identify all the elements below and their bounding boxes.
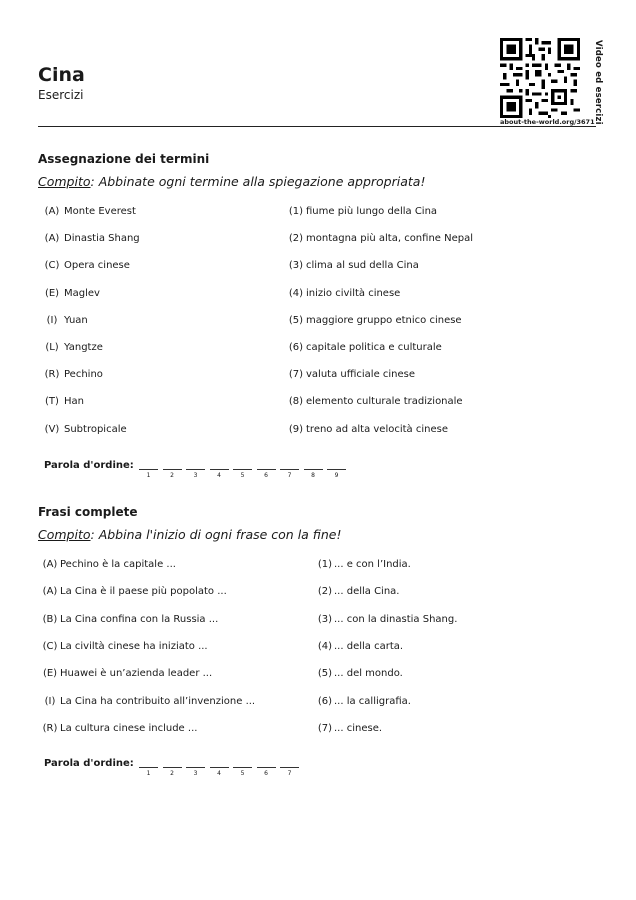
item-code: (3) (288, 260, 304, 272)
answer-blank[interactable] (257, 469, 276, 470)
item-text: ... della carta. (334, 640, 404, 652)
item-code: (4) (317, 640, 333, 652)
answer-blank[interactable] (304, 469, 323, 470)
item-text: treno ad alta velocità cinese (306, 423, 448, 435)
definition-item (286, 206, 437, 217)
blank-number: 2 (170, 770, 174, 777)
item-text: Pechino (64, 369, 103, 381)
section2-task (38, 527, 342, 542)
item-code: (L) (45, 342, 59, 353)
item-code: (C) (42, 640, 58, 652)
task-text: : Abbinate ogni termine alla spiegazione appropriata! (90, 174, 426, 189)
blank-number: 4 (217, 770, 221, 777)
blank-number: 3 (193, 472, 198, 479)
term-item (40, 641, 208, 652)
term-item (40, 723, 197, 734)
item-code: (1) (317, 559, 333, 570)
term-item (40, 396, 84, 407)
answer-blank[interactable] (139, 469, 158, 470)
answer-blank[interactable] (163, 767, 182, 768)
item-code: (7) (288, 369, 304, 381)
item-text: ... e con l’India. (334, 559, 411, 570)
term-item (40, 696, 255, 707)
page-title: Cina (38, 64, 85, 86)
item-code: (I) (46, 314, 58, 326)
answer-blank[interactable] (257, 767, 276, 768)
section1-task (38, 174, 425, 189)
answer-blank[interactable] (186, 469, 205, 470)
blank-number: 3 (193, 770, 198, 777)
definition-item (286, 342, 442, 353)
item-code: (C) (44, 260, 60, 272)
item-text: Monte Everest (64, 206, 136, 217)
answer-blank[interactable] (186, 767, 205, 768)
section-title-assegnazione: Assegnazione dei termini (38, 152, 210, 166)
blank-number: 7 (287, 472, 292, 479)
item-code: (6) (317, 695, 333, 707)
answer-blank[interactable] (280, 469, 299, 470)
task-keyword: Compito (38, 527, 91, 542)
term-item (40, 586, 227, 597)
item-text: Pechino è la capitale ... (60, 559, 176, 570)
item-text: ... cinese. (334, 722, 383, 734)
term-item (40, 424, 127, 435)
item-code: (8) (288, 396, 304, 408)
definition-item (286, 260, 419, 271)
blank-number: 2 (170, 472, 174, 479)
task-text: : Abbina l'inizio di ogni frase con la fine! (90, 527, 342, 542)
item-text: Maglev (64, 287, 100, 299)
section1-order-label: Parola d'ordine: (44, 460, 134, 471)
item-text: Dinastia Shang (64, 233, 140, 245)
term-item (40, 559, 176, 570)
answer-blank[interactable] (210, 469, 229, 470)
item-code: (A) (44, 233, 60, 245)
blank-number: 8 (311, 472, 315, 479)
item-text: fiume più lungo della Cina (306, 206, 438, 217)
item-code: (4) (288, 287, 304, 299)
item-code: (E) (42, 668, 58, 680)
item-code: (R) (42, 722, 58, 734)
item-code: (T) (45, 396, 59, 408)
item-text: Yangtze (64, 342, 103, 353)
item-text: Opera cinese (64, 260, 130, 272)
blank-number: 6 (264, 472, 268, 479)
definition-item (316, 696, 411, 707)
definition-item (316, 641, 403, 652)
term-item (40, 614, 218, 625)
item-text: maggiore gruppo etnico cinese (306, 314, 462, 326)
term-item (40, 206, 136, 217)
header-divider (38, 126, 596, 127)
definition-item (286, 233, 473, 244)
item-code: (V) (44, 423, 60, 435)
task-keyword: Compito (38, 174, 91, 189)
item-text: La Cina confina con la Russia ... (60, 613, 219, 625)
section2-order-label: Parola d'ordine: (44, 758, 134, 769)
item-code: (A) (42, 586, 58, 598)
item-text: clima al sud della Cina (306, 260, 419, 272)
blank-number: 1 (146, 770, 151, 777)
qr-side-label: Video ed esercizi (593, 40, 603, 125)
item-code: (5) (317, 668, 333, 680)
item-text: La civiltà cinese ha iniziato ... (60, 640, 208, 652)
blank-number: 5 (240, 472, 245, 479)
item-code: (6) (288, 342, 304, 353)
item-text: Subtropicale (64, 423, 127, 435)
item-text: Huawei è un’azienda leader ... (60, 668, 213, 680)
item-text: Han (64, 396, 84, 408)
blank-number: 4 (217, 472, 221, 479)
blank-number: 5 (240, 770, 245, 777)
answer-blank[interactable] (139, 767, 158, 768)
answer-blank[interactable] (233, 767, 252, 768)
definition-item (286, 315, 462, 326)
term-item (40, 260, 130, 271)
item-code: (A) (44, 206, 60, 217)
item-text: ... del mondo. (334, 668, 403, 680)
term-item (40, 288, 100, 299)
item-code: (9) (288, 423, 304, 435)
item-code: (B) (42, 613, 58, 625)
definition-item (286, 369, 415, 380)
item-text: inizio civiltà cinese (306, 287, 401, 299)
blank-number: 1 (146, 472, 151, 479)
item-code: (I) (44, 695, 56, 707)
item-text: valuta ufficiale cinese (306, 369, 416, 381)
blank-number: 6 (264, 770, 268, 777)
item-text: ... della Cina. (334, 586, 400, 598)
item-code: (R) (44, 369, 60, 381)
qr-code-icon[interactable] (499, 38, 581, 118)
definition-item (286, 288, 400, 299)
item-text: La Cina è il paese più popolato ... (60, 586, 227, 598)
item-code: (3) (317, 613, 333, 625)
term-item (40, 342, 103, 353)
item-text: ... con la dinastia Shang. (334, 613, 458, 625)
item-code: (2) (317, 586, 333, 598)
item-text: ... la calligrafia. (334, 695, 411, 707)
item-code: (A) (42, 559, 58, 570)
qr-url-label: about-the-world.org/3671 (500, 118, 595, 126)
term-item (40, 369, 103, 380)
term-item (40, 315, 88, 326)
page-subtitle: Esercizi (38, 88, 84, 102)
term-item (40, 668, 212, 679)
definition-item (286, 424, 448, 435)
item-code: (5) (288, 314, 304, 326)
item-code: (2) (288, 233, 304, 245)
answer-blank[interactable] (210, 767, 229, 768)
definition-item (316, 668, 403, 679)
item-text: capitale politica e culturale (306, 342, 442, 353)
definition-item (316, 586, 399, 597)
item-code: (E) (44, 287, 60, 299)
item-text: La Cina ha contribuito all’invenzione ... (60, 695, 256, 707)
answer-blank[interactable] (233, 469, 252, 470)
item-text: La cultura cinese include ... (60, 722, 198, 734)
term-item (40, 233, 140, 244)
item-text: elemento culturale tradizionale (306, 396, 463, 408)
definition-item (316, 559, 411, 570)
answer-blank[interactable] (280, 767, 299, 768)
blank-number: 9 (334, 472, 339, 479)
definition-item (316, 723, 382, 734)
answer-blank[interactable] (327, 469, 346, 470)
definition-item (286, 396, 463, 407)
answer-blank[interactable] (163, 469, 182, 470)
blank-number: 7 (287, 770, 292, 777)
item-text: Yuan (64, 314, 88, 326)
item-code: (1) (288, 206, 304, 217)
item-text: montagna più alta, confine Nepal (306, 233, 474, 245)
item-code: (7) (317, 722, 333, 734)
definition-item (316, 614, 457, 625)
section-title-frasi: Frasi complete (38, 505, 138, 519)
